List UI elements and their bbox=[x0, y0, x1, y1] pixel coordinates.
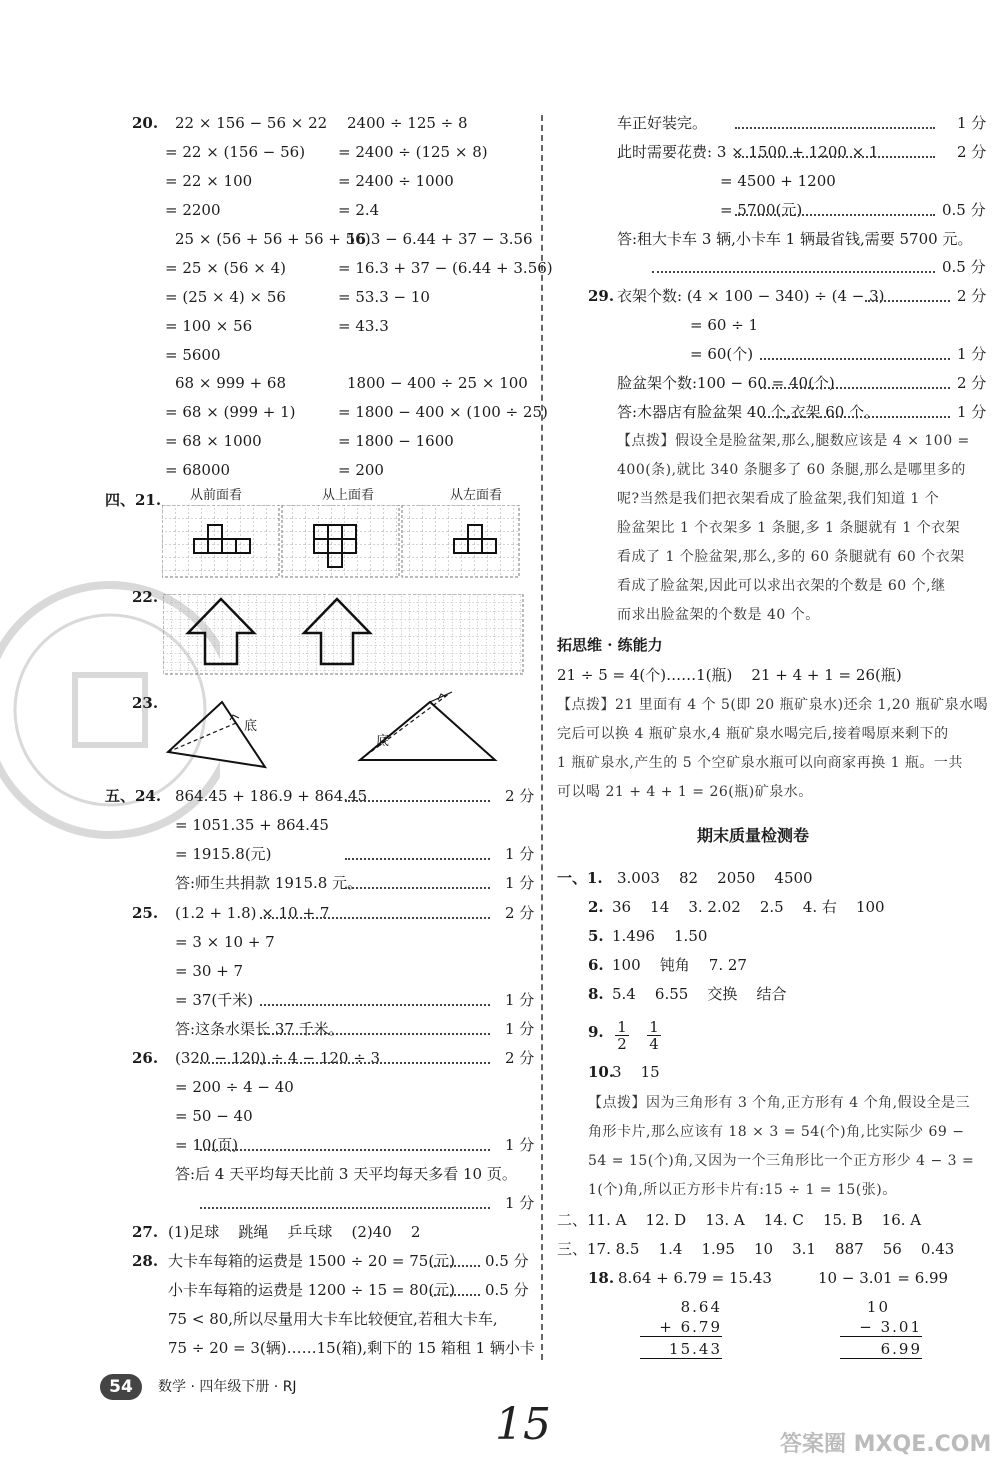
exam-s1-number: 5. bbox=[588, 927, 604, 945]
q28cont-score: 0.5 分 bbox=[942, 258, 986, 276]
vcalc1-result: 15.43 bbox=[640, 1340, 722, 1359]
q24-dots bbox=[345, 887, 490, 889]
q20-expr-left: = 5600 bbox=[165, 346, 221, 364]
tuo-hint-line: 可以喝 21 + 4 + 1 = 26(瓶)矿泉水。 bbox=[557, 784, 813, 800]
q25-line: = 37(千米) bbox=[175, 991, 254, 1009]
fraction-one-half bbox=[615, 1019, 629, 1052]
q25-score: 1 分 bbox=[505, 991, 535, 1009]
q28cont-score: 0.5 分 bbox=[942, 201, 986, 219]
q20-expr-left: 25 × (56 + 56 + 56 + 56) bbox=[175, 230, 371, 248]
q20-expr-right: 2400 ÷ 125 ÷ 8 bbox=[347, 114, 468, 132]
q26-line: 答:后 4 天平均每天比前 3 天平均每天多看 10 页。 bbox=[175, 1165, 517, 1183]
exam-s1-answer: 3 15 bbox=[612, 1063, 660, 1081]
exam-s1-number: 8. bbox=[588, 985, 604, 1003]
q20-expr-right: = 2.4 bbox=[338, 201, 380, 219]
footer-title: 数学 · 四年级下册 · RJ bbox=[158, 1379, 297, 1395]
q28cont-dots bbox=[735, 156, 935, 158]
q25-line: (1.2 + 1.8) × 10 + 7 bbox=[175, 904, 330, 922]
page-number-badge: 54 bbox=[100, 1374, 142, 1400]
q20-expr-left: = 68 × 1000 bbox=[165, 432, 262, 450]
exam-hint-line: 54 = 15(个)角,又因为一个三角形比一个正方形少 4 − 3 = bbox=[588, 1153, 975, 1169]
frac2-num: 1 bbox=[649, 1018, 659, 1036]
q28cont-dots bbox=[735, 214, 935, 216]
q18-b: 10 − 3.01 = 6.99 bbox=[818, 1269, 949, 1287]
tuo-hint-line: 【点拨】21 里面有 4 个 5(即 20 瓶矿泉水)还余 1,20 瓶矿泉水喝 bbox=[557, 697, 989, 713]
exam-s1-number: 9. bbox=[588, 1023, 604, 1041]
section-2: 二、11. A 12. D 13. A 14. C 15. B 16. A bbox=[557, 1211, 922, 1229]
q24-line: = 1915.8(元) bbox=[175, 845, 272, 863]
fraction-one-quarter bbox=[647, 1019, 661, 1052]
q20-expr-right: = 200 bbox=[338, 461, 384, 479]
site-watermark: 答案圈 MXQE.COM bbox=[780, 1432, 992, 1457]
vcalc1-top: 8.64 bbox=[680, 1298, 722, 1316]
exam-s1-number: 2. bbox=[588, 898, 604, 916]
q22-arrow-grid bbox=[163, 594, 525, 676]
q29-hint-line: 看成了 1 个脸盆架,那么,多的 60 条腿就有 60 个衣架 bbox=[617, 549, 965, 565]
q23-triangles bbox=[160, 690, 505, 775]
q28-line: 75 ÷ 20 = 3(辆)……15(箱),剩下的 15 箱租 1 辆小卡 bbox=[168, 1339, 535, 1357]
q20-expr-right: = 1800 − 400 × (100 ÷ 25) bbox=[338, 403, 548, 421]
q28cont-score: 1 分 bbox=[957, 114, 987, 132]
q24-dots bbox=[345, 800, 490, 802]
exam-s1-number: 6. bbox=[588, 956, 604, 974]
q28cont-line: = 4500 + 1200 bbox=[720, 172, 836, 190]
q21-number: 四、21. bbox=[105, 491, 162, 509]
base-label-1: 底 bbox=[244, 719, 258, 734]
q20-expr-right: = 2400 ÷ 1000 bbox=[338, 172, 454, 190]
q28cont-line: 此时需要花费: 3 × 1500 + 1200 × 1 bbox=[617, 143, 879, 161]
q29-hint-line: 脸盆架比 1 个衣架多 1 条腿,多 1 条腿就有 1 个衣架 bbox=[617, 520, 961, 536]
q29-line: = 60 ÷ 1 bbox=[690, 316, 759, 334]
section-3: 三、17. 8.5 1.4 1.95 10 3.1 887 56 0.43 bbox=[557, 1240, 955, 1258]
q28-line: 75 < 80,所以尽量用大卡车比较便宜,若租大卡车, bbox=[168, 1310, 498, 1328]
vcalc2-top: 10 bbox=[866, 1298, 890, 1316]
q21-view-grids bbox=[162, 505, 520, 580]
q28-line: 小卡车每箱的运费是 1200 ÷ 15 = 80(元) bbox=[168, 1281, 456, 1299]
q29-hint-line: 看成了脸盆架,因此可以求出衣架的个数是 60 个,继 bbox=[617, 578, 946, 594]
q29-line: 衣架个数: (4 × 100 − 340) ÷ (4 − 3) bbox=[617, 287, 885, 305]
q29-score: 2 分 bbox=[957, 374, 987, 392]
q20-expr-left: = 68000 bbox=[165, 461, 231, 479]
q29-score: 1 分 bbox=[957, 403, 987, 421]
q22-number: 22. bbox=[132, 588, 159, 606]
q20-expr-left: = 2200 bbox=[165, 201, 221, 219]
exam-s1-number: 一、1. bbox=[557, 869, 603, 887]
frac2-den: 4 bbox=[649, 1035, 659, 1053]
q28cont-line: 答:租大卡车 3 辆,小卡车 1 辆最省钱,需要 5700 元。 bbox=[617, 230, 973, 248]
q29-dots bbox=[760, 416, 950, 418]
q24-score: 1 分 bbox=[505, 845, 535, 863]
view-label-top: 从上面看 bbox=[322, 488, 375, 503]
q26-dots bbox=[200, 1207, 490, 1209]
q20-expr-right: 1800 − 400 ÷ 25 × 100 bbox=[347, 374, 528, 392]
q20-expr-right: = 53.3 − 10 bbox=[338, 288, 430, 306]
q29-dots bbox=[760, 358, 950, 360]
q24-number: 五、24. bbox=[105, 787, 162, 805]
q20-expr-right: = 1800 − 1600 bbox=[338, 432, 454, 450]
q26-number: 26. bbox=[132, 1049, 159, 1067]
vcalc2-mid: − 3.01 bbox=[840, 1318, 922, 1337]
frac1-den: 2 bbox=[617, 1035, 627, 1053]
q24-line: = 1051.35 + 864.45 bbox=[175, 816, 329, 834]
q25-number: 25. bbox=[132, 904, 159, 922]
q20-expr-right: 16.3 − 6.44 + 37 − 3.56 bbox=[347, 230, 533, 248]
q25-dots bbox=[260, 917, 490, 919]
q25-line: = 3 × 10 + 7 bbox=[175, 933, 275, 951]
q29-line: = 60(个) bbox=[690, 345, 754, 363]
q20-number: 20. bbox=[132, 114, 159, 132]
q27-answer: (1)足球 跳绳 乒乓球 (2)40 2 bbox=[168, 1223, 421, 1241]
q27-number: 27. bbox=[132, 1223, 159, 1241]
exam-s1-answer: 1.496 1.50 bbox=[612, 927, 708, 945]
q29-number: 29. bbox=[588, 287, 615, 305]
q28cont-dots bbox=[735, 127, 935, 129]
view-label-front: 从前面看 bbox=[190, 488, 243, 503]
q25-score: 2 分 bbox=[505, 904, 535, 922]
exam-s1-answer: 36 14 3. 2.02 2.5 4. 右 100 bbox=[612, 898, 885, 916]
q24-score: 2 分 bbox=[505, 787, 535, 805]
q20-expr-left: = (25 × 4) × 56 bbox=[165, 288, 286, 306]
exam-title: 期末质量检测卷 bbox=[697, 826, 810, 845]
q20-expr-left: = 22 × 100 bbox=[165, 172, 253, 190]
view-label-left: 从左面看 bbox=[450, 488, 503, 503]
exam-s1-answer: 100 钝角 7. 27 bbox=[612, 956, 747, 974]
q29-dots bbox=[865, 300, 950, 302]
q29-line: 脸盆架个数:100 − 60 = 40(个) bbox=[617, 374, 835, 392]
q28-dots bbox=[430, 1294, 480, 1296]
q26-score: 2 分 bbox=[505, 1049, 535, 1067]
q24-line: 答:师生共捐款 1915.8 元。 bbox=[175, 874, 363, 892]
exam-s1-number: 10. bbox=[588, 1063, 615, 1081]
q26-dots bbox=[200, 1149, 490, 1151]
q28cont-line: 车正好装完。 bbox=[617, 114, 708, 132]
q20-expr-left: = 22 × (156 − 56) bbox=[165, 143, 306, 161]
q26-line: = 200 ÷ 4 − 40 bbox=[175, 1078, 294, 1096]
q29-line: 答:木器店有脸盆架 40 个,衣架 60 个。 bbox=[617, 403, 880, 421]
base-label-2: 底 bbox=[376, 734, 390, 749]
q28-number: 28. bbox=[132, 1252, 159, 1270]
q26-line: = 50 − 40 bbox=[175, 1107, 253, 1125]
q26-line: = 10(页) bbox=[175, 1136, 239, 1154]
tuo-hint-line: 完后可以换 4 瓶矿泉水,4 瓶矿泉水喝完后,接着喝原来剩下的 bbox=[557, 726, 949, 742]
q28-score: 0.5 分 bbox=[485, 1252, 529, 1270]
q24-dots bbox=[345, 858, 490, 860]
q29-dots bbox=[760, 387, 950, 389]
q28-dots bbox=[430, 1265, 480, 1267]
q26-score: 1 分 bbox=[505, 1136, 535, 1154]
exam-s1-answer: 5.4 6.55 交换 结合 bbox=[612, 985, 787, 1003]
q18-a: 8.64 + 6.79 = 15.43 bbox=[618, 1269, 772, 1287]
exam-hint-line: 【点拨】因为三角形有 3 个角,正方形有 4 个角,假设全是三 bbox=[588, 1095, 971, 1111]
q25-line: = 30 + 7 bbox=[175, 962, 244, 980]
column-separator bbox=[541, 115, 543, 1360]
q26-dots bbox=[200, 1062, 490, 1064]
tuo-line: 21 ÷ 5 = 4(个)……1(瓶) 21 + 4 + 1 = 26(瓶) bbox=[557, 666, 902, 684]
q26-line: (320 − 120) ÷ 4 − 120 ÷ 3 bbox=[175, 1049, 381, 1067]
q29-score: 1 分 bbox=[957, 345, 987, 363]
vcalc1-mid: + 6.79 bbox=[640, 1318, 722, 1337]
tuo-title: 拓思维 · 练能力 bbox=[557, 636, 663, 654]
q20-expr-left: = 25 × (56 × 4) bbox=[165, 259, 286, 277]
q29-hint-line: 而求出脸盆架的个数是 40 个。 bbox=[617, 607, 820, 623]
q29-hint-line: 呢?当然是我们把衣架看成了脸盆架,我们知道 1 个 bbox=[617, 491, 940, 507]
q20-expr-left: 68 × 999 + 68 bbox=[175, 374, 287, 392]
q20-expr-right: = 16.3 + 37 − (6.44 + 3.56) bbox=[338, 259, 553, 277]
q26-score: 1 分 bbox=[505, 1194, 535, 1212]
exam-hint-line: 角形卡片,那么应该有 18 × 3 = 54(个)角,比实际少 69 − bbox=[588, 1124, 965, 1140]
q20-expr-left: 22 × 156 − 56 × 22 bbox=[175, 114, 328, 132]
tuo-hint-line: 1 瓶矿泉水,产生的 5 个空矿泉水瓶可以向商家再换 1 瓶。一共 bbox=[557, 755, 963, 771]
q28-score: 0.5 分 bbox=[485, 1281, 529, 1299]
q20-expr-left: = 68 × (999 + 1) bbox=[165, 403, 296, 421]
vcalc2-result: 6.99 bbox=[840, 1340, 922, 1359]
exam-hint-line: 1(个)角,所以正方形卡片有:15 ÷ 1 = 15(张)。 bbox=[588, 1182, 897, 1198]
q25-line: 答:这条水渠长 37 千米。 bbox=[175, 1020, 344, 1038]
q20-expr-left: = 100 × 56 bbox=[165, 317, 253, 335]
q28-line: 大卡车每箱的运费是 1500 ÷ 20 = 75(元) bbox=[168, 1252, 456, 1270]
q28cont-score: 2 分 bbox=[957, 143, 987, 161]
q29-hint-line: 【点拨】假设全是脸盆架,那么,腿数应该是 4 × 100 = bbox=[617, 433, 970, 449]
q20-expr-right: = 2400 ÷ (125 × 8) bbox=[338, 143, 488, 161]
q28cont-line: = 5700(元) bbox=[720, 201, 803, 219]
q18-number: 18. bbox=[588, 1269, 615, 1287]
q28cont-dots bbox=[652, 271, 935, 273]
exam-s1-answer: 3.003 82 2050 4500 bbox=[617, 869, 813, 887]
q29-score: 2 分 bbox=[957, 287, 987, 305]
q25-dots bbox=[260, 1033, 490, 1035]
q25-score: 1 分 bbox=[505, 1020, 535, 1038]
q24-line: 864.45 + 186.9 + 864.45 bbox=[175, 787, 368, 805]
q25-dots bbox=[260, 1004, 490, 1006]
q23-number: 23. bbox=[132, 694, 159, 712]
q24-score: 1 分 bbox=[505, 874, 535, 892]
q29-hint-line: 400(条),就比 340 条腿多了 60 条腿,那么是哪里多的 bbox=[617, 462, 966, 478]
q20-expr-right: = 43.3 bbox=[338, 317, 389, 335]
frac1-num: 1 bbox=[617, 1018, 627, 1036]
handwritten-number: 15 bbox=[495, 1399, 551, 1450]
